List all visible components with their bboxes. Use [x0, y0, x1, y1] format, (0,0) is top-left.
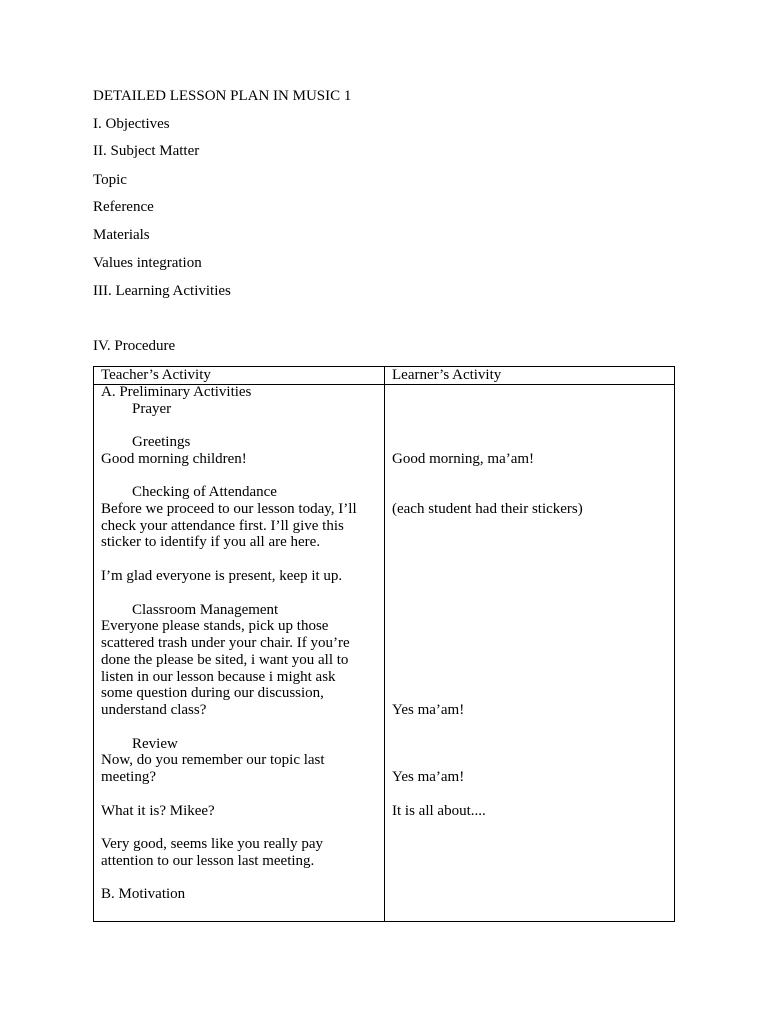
attendance-line-2: check your attendance first. I’ll give this — [101, 518, 344, 534]
procedure-table — [93, 366, 675, 922]
attendance-line-3: sticker to identify if you all are here. — [101, 534, 321, 550]
header-learner-activity: Learner’s Activity — [392, 367, 502, 383]
page-title: DETAILED LESSON PLAN IN MUSIC 1 — [93, 88, 352, 104]
review-line-2: meeting? — [101, 769, 156, 785]
procedure-heading: IV. Procedure — [93, 338, 176, 354]
answer-mikee: It is all about.... — [392, 803, 486, 819]
preliminary-activities: A. Preliminary Activities — [101, 384, 252, 400]
learner-greeting: Good morning, ma’am! — [392, 451, 535, 467]
materials-label: Materials — [93, 227, 150, 243]
classroom-line-5: some question during our discussion, — [101, 685, 324, 701]
motivation-heading: B. Motivation — [101, 886, 186, 902]
learning-activities-heading: III. Learning Activities — [93, 283, 231, 299]
objectives-heading: I. Objectives — [93, 116, 170, 132]
present-remark: I’m glad everyone is present, keep it up. — [101, 568, 343, 584]
reference-label: Reference — [93, 199, 154, 215]
praise-line-2: attention to our lesson last meeting. — [101, 853, 315, 869]
column-divider — [384, 367, 385, 921]
classroom-line-1: Everyone please stands, pick up those — [101, 618, 329, 634]
prayer-label: Prayer — [132, 401, 172, 417]
classroom-line-3: done the please be sited, i want you all to — [101, 652, 349, 668]
classroom-learner: Yes ma’am! — [392, 702, 465, 718]
attendance-learner: (each student had their stickers) — [392, 501, 583, 517]
praise-line-1: Very good, seems like you really pay — [101, 836, 324, 852]
topic-label: Topic — [93, 172, 127, 188]
review-line-1: Now, do you remember our topic last — [101, 752, 325, 768]
subject-matter-heading: II. Subject Matter — [93, 143, 200, 159]
question-mikee: What it is? Mikee? — [101, 803, 215, 819]
classroom-management-heading: Classroom Management — [132, 602, 279, 618]
greetings-label: Greetings — [132, 434, 191, 450]
classroom-line-2: scattered trash under your chair. If you’re — [101, 635, 350, 651]
review-learner: Yes ma’am! — [392, 769, 465, 785]
teacher-greeting: Good morning children! — [101, 451, 247, 467]
classroom-line-6: understand class? — [101, 702, 207, 718]
review-heading: Review — [132, 736, 178, 752]
header-teacher-activity: Teacher’s Activity — [101, 367, 211, 383]
attendance-heading: Checking of Attendance — [132, 484, 277, 500]
attendance-line-1: Before we proceed to our lesson today, I’ll — [101, 501, 357, 517]
classroom-line-4: listen in our lesson because i might ask — [101, 669, 336, 685]
values-integration-label: Values integration — [93, 255, 202, 271]
